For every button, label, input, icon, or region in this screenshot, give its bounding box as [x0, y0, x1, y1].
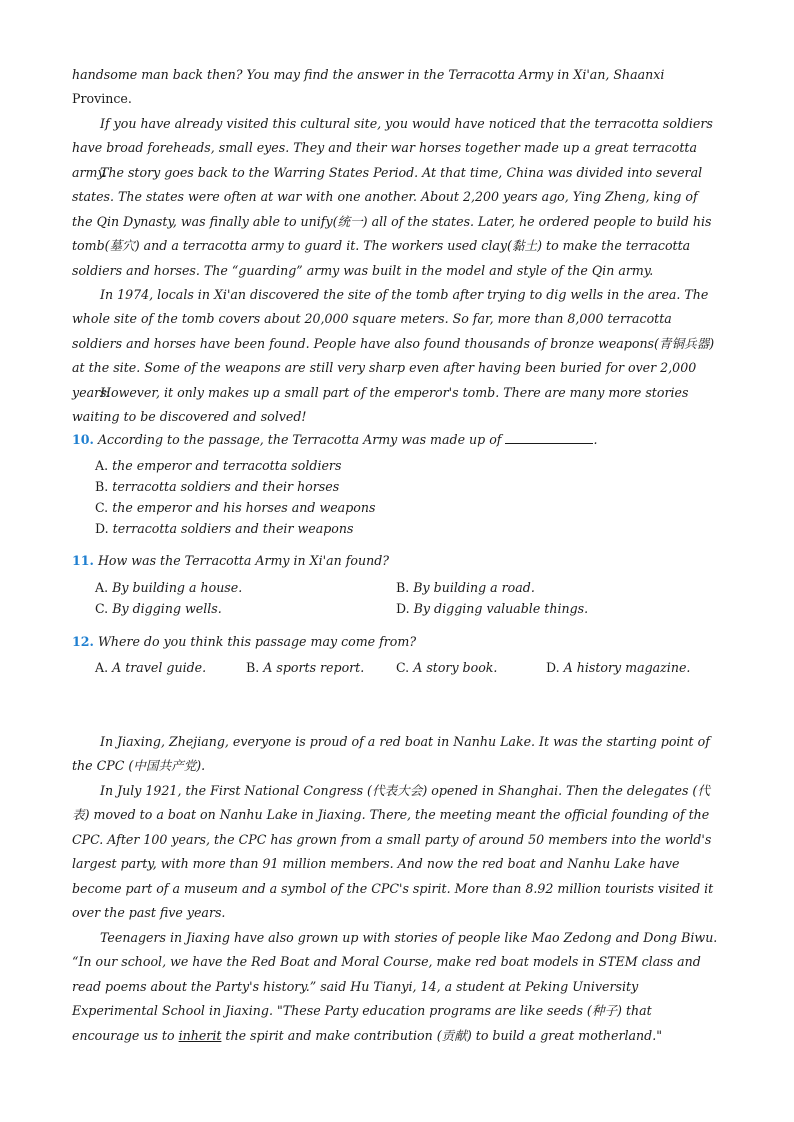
option-11-b[interactable]: [396, 578, 535, 598]
question-10-number: 10.: [72, 432, 94, 447]
option-text: terracotta soldiers and their horses: [112, 479, 340, 494]
passage-a-paragraph-1: [72, 63, 722, 112]
option-letter: B.: [396, 580, 410, 595]
passage-a-p1-line2: Province.: [72, 91, 132, 107]
passage-b-paragraph-2: [72, 779, 722, 925]
answer-blank: [505, 431, 593, 444]
passage-b-p2-text: In July 1921, the First National Congress (代表大会) opened in Shanghai. Then the delegates (代表) moved to a boat on Nanhu Lake in Jiaxing. There, the meeting meant the official founding of the CPC. After 100 years, the CPC has grown from a small party of around 50 members into the world's largest party, with more than 91 million members. And now the red boat and Nanhu Lake have become part of a museum and a symbol of the CPC's spirit. More than 8.92 million tourists visited it over the past five years.: [72, 783, 714, 921]
option-text: A story book.: [413, 660, 498, 675]
option-text: By digging valuable things.: [413, 601, 589, 616]
option-letter: C.: [396, 660, 410, 675]
option-10-b[interactable]: [95, 477, 339, 497]
passage-b-paragraph-3: [72, 926, 722, 1048]
passage-a-paragraph-5: [72, 381, 722, 430]
option-11-a[interactable]: [95, 578, 242, 598]
option-12-a[interactable]: [95, 658, 206, 678]
question-10-stem: According to the passage, the Terracotta Army was made up of: [97, 432, 502, 447]
option-letter: B.: [95, 479, 109, 494]
option-10-c[interactable]: [95, 498, 375, 518]
option-11-d[interactable]: [396, 599, 588, 619]
passage-b-p3-tail: the spirit and make contribution (贡献) to build a great motherland.": [221, 1027, 662, 1043]
question-10: [72, 430, 597, 450]
option-letter: B.: [246, 660, 260, 675]
passage-a-p3-text: The story goes back to the Warring States Period. At that time, China was divided into several states. The states were often at war with one another. About 2,200 years ago, Ying Zheng, king of the Qin Dynasty, was finally able to unify(统一) all of the states. Later, he ordered people to build his tomb(墓穴) and a terracotta army to guard it. The workers used clay(黏土) to make the terracotta soldiers and horses. The “guarding” army was built in the model and style of the Qin army.: [72, 165, 712, 278]
option-10-d[interactable]: [95, 519, 353, 539]
option-12-b[interactable]: [246, 658, 364, 678]
question-12-number: 12.: [72, 634, 94, 649]
option-text: A sports report.: [263, 660, 365, 675]
passage-b-p3-text: Teenagers in Jiaxing have also grown up with stories of people like Mao Zedong and Dong Biwu. “In our school, we have the Red Boat and Moral Course, make red boat models in STEM class and read poems about the Party's history.” said Hu Tianyi, 14, a student at Peking University Experimental School in Jiaxing. "These Party education programs are like seeds (种子) that encourage us to: [72, 930, 718, 1043]
option-text: By building a house.: [112, 580, 243, 595]
passage-a-p4-text: In 1974, locals in Xi'an discovered the site of the tomb after trying to dig wells in the area. The whole site of the tomb covers about 20,000 square meters. So far, more than 8,000 terracotta soldiers and horses have been found. People have also found thousands of bronze weapons(青铜兵器) at the site. Some of the weapons are still very sharp even after having been buried for over 2,000 years.: [72, 287, 715, 400]
question-12: [72, 632, 416, 652]
passage-b-paragraph-1: [72, 730, 722, 779]
option-10-a[interactable]: [95, 456, 341, 476]
option-text: By digging wells.: [112, 601, 222, 616]
passage-a-p5-text: However, it only makes up a small part of the emperor's tomb. There are many more stories waiting to be discovered and solved!: [72, 385, 689, 425]
option-text: the emperor and his horses and weapons: [112, 500, 376, 515]
passage-a-p2-text: If you have already visited this cultural site, you would have noticed that the terracotta soldiers have broad foreheads, small eyes. They and their war horses together made up a great terracotta army.: [72, 116, 713, 180]
question-10-end: .: [593, 432, 598, 447]
question-11-stem: How was the Terracotta Army in Xi'an found?: [97, 553, 390, 568]
option-text: A travel guide.: [112, 660, 207, 675]
passage-a-p1-line1: handsome man back then? You may find the answer in the Terracotta Army in Xi'an, Shaanxi: [72, 67, 665, 82]
option-letter: C.: [95, 601, 109, 616]
option-letter: C.: [95, 500, 109, 515]
option-12-c[interactable]: [396, 658, 497, 678]
option-text: A history magazine.: [563, 660, 691, 675]
option-text: terracotta soldiers and their weapons: [112, 521, 354, 536]
option-letter: A.: [95, 580, 109, 595]
option-letter: D.: [396, 601, 410, 616]
underlined-word: inherit: [178, 1027, 222, 1043]
question-11: [72, 551, 389, 571]
option-12-d[interactable]: [546, 658, 690, 678]
question-12-stem: Where do you think this passage may come from?: [97, 634, 417, 649]
option-letter: A.: [95, 458, 109, 473]
option-text: By building a road.: [413, 580, 535, 595]
option-text: the emperor and terracotta soldiers: [112, 458, 342, 473]
passage-b-p1-text: In Jiaxing, Zhejiang, everyone is proud of a red boat in Nanhu Lake. It was the starting point of the CPC (中国共产党).: [72, 734, 710, 774]
option-letter: D.: [95, 521, 109, 536]
option-letter: D.: [546, 660, 560, 675]
question-11-number: 11.: [72, 553, 94, 568]
option-letter: A.: [95, 660, 109, 675]
option-11-c[interactable]: [95, 599, 222, 619]
passage-a-paragraph-3: [72, 161, 722, 283]
